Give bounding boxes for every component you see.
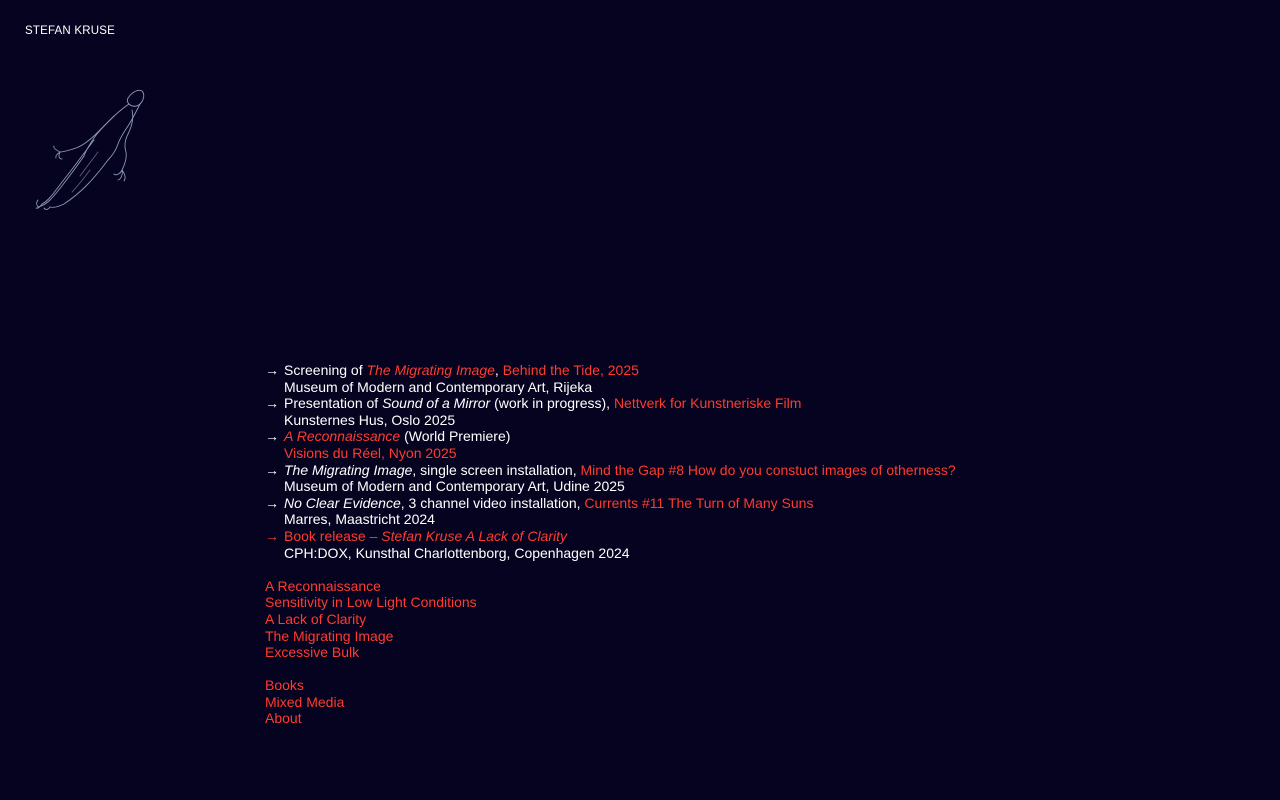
arrow-right-icon: → [265, 494, 279, 511]
work-link-the-migrating-image[interactable]: The Migrating Image [366, 362, 495, 378]
nav-work-sensitivity-in-low-light-conditions[interactable]: Sensitivity in Low Light Conditions [265, 594, 477, 611]
news-venue: Museum of Modern and Contemporary Art, Rijeka [284, 378, 593, 395]
news-list [265, 362, 1265, 561]
news-item-migrating-image-udine [265, 462, 1265, 495]
news-venue: Marres, Maastricht 2024 [284, 511, 435, 528]
news-item-book-release [265, 528, 1265, 561]
nav-work-the-migrating-image[interactable]: The Migrating Image [265, 627, 394, 644]
news-headline [284, 395, 1265, 412]
event-link-behind-the-tide[interactable]: Behind the Tide, 2025 [502, 362, 639, 378]
nav-work-a-reconnaissance[interactable]: A Reconnaissance [265, 577, 381, 594]
news-separator: , [494, 362, 503, 378]
nav-mixed-media[interactable]: Mixed Media [265, 693, 345, 710]
news-detail: (work in progress), [490, 395, 614, 412]
arrow-right-icon: → [265, 428, 279, 445]
work-title: No Clear Evidence [284, 494, 401, 511]
nav-books[interactable]: Books [265, 677, 304, 694]
news-venue: Kunsternes Hus, Oslo 2025 [284, 411, 456, 428]
arrow-right-icon: → [265, 461, 279, 478]
arrow-right-icon: → [265, 362, 279, 378]
news-item-sound-of-a-mirror [265, 395, 1265, 428]
arrow-right-icon: → [265, 527, 279, 544]
news-detail: (World Premiere) [400, 428, 511, 445]
work-title: The Migrating Image [284, 461, 413, 478]
news-headline [284, 495, 1265, 512]
nav-about[interactable]: About [265, 710, 302, 727]
works-nav [265, 578, 1265, 661]
work-link-a-reconnaissance[interactable]: A Reconnaissance [284, 428, 401, 445]
drifting-figure-icon[interactable] [28, 86, 150, 212]
news-item-migrating-image-rijeka [265, 362, 1265, 395]
news-prefix: Book release – [284, 527, 382, 544]
news-headline [284, 428, 1265, 445]
news-venue: CPH:DOX, Kunsthal Charlottenborg, Copenhagen 2024 [284, 544, 630, 561]
book-title: Stefan Kruse A Lack of Clarity [381, 527, 568, 544]
event-link-visions-du-reel[interactable]: Visions du Réel, Nyon 2025 [284, 444, 457, 461]
event-link-currents[interactable]: Currents #11 The Turn of Many Suns [584, 494, 814, 511]
nav-work-a-lack-of-clarity[interactable]: A Lack of Clarity [265, 610, 367, 627]
news-detail: , single screen installation, [412, 461, 581, 478]
news-headline [284, 462, 1265, 479]
work-title: Sound of a Mirror [382, 395, 491, 412]
news-headline [284, 362, 1265, 379]
news-detail: , 3 channel video installation, [400, 494, 585, 511]
sections-nav [265, 677, 1265, 727]
arrow-right-icon: → [265, 395, 279, 412]
news-prefix: Screening of [284, 362, 367, 378]
book-release-link[interactable] [284, 528, 1265, 545]
news-item-a-reconnaissance [265, 428, 1265, 461]
nav-work-excessive-bulk[interactable]: Excessive Bulk [265, 644, 360, 661]
news-prefix: Presentation of [284, 395, 383, 412]
main-content [265, 362, 1265, 727]
event-link-nettverk-for-kunstneriske-film[interactable]: Nettverk for Kunstneriske Film [613, 395, 802, 412]
news-venue: Museum of Modern and Contemporary Art, Udine 2025 [284, 478, 625, 495]
event-link-mind-the-gap[interactable]: Mind the Gap #8 How do you constuct images of otherness? [580, 461, 956, 478]
site-title-link[interactable]: STEFAN KRUSE [25, 25, 115, 37]
news-item-no-clear-evidence [265, 495, 1265, 528]
